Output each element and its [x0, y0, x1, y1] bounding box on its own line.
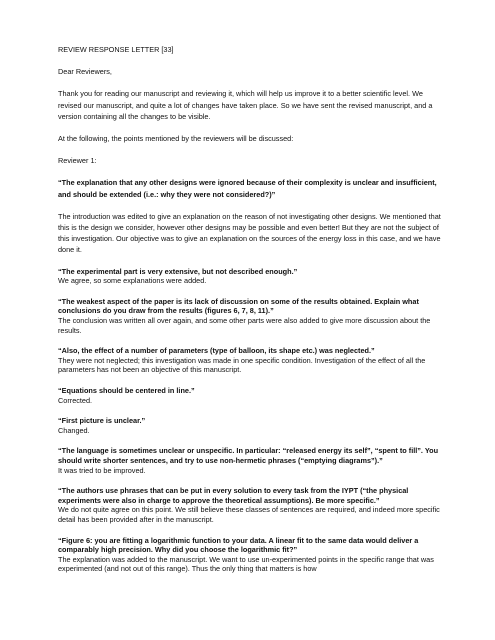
intro-paragraph: Thank you for reading our manuscript and reviewing it, which will help us improve it to a better scientific level. We revised our manuscript, and quite a lot of changes have taken place. So we have sent the revised manuscript, and a version containing all the changes to be visible. [58, 89, 433, 121]
review-comment: “The language is sometimes unclear or unspecific. In particular: “released energy its self”, “spent to fill”. You should write shorter sentences, and try to use non-hermetic phrases (“emptying diagrams”).” [58, 446, 439, 465]
author-response: The explanation was added to the manuscript. We want to use un-experimented points in the specific range that was experimented (and not out of this range). Thus the only thing that matters is how [58, 554, 434, 574]
review-comment: “Figure 6: you are fitting a logarithmic function to your data. A linear fit to the same data would deliver a comparably high precision. Why did you choose the logarithmic fit?” [58, 535, 419, 555]
author-response: Changed. [58, 425, 90, 435]
review-comment: “Also, the effect of a number of parameters (type of balloon, its shape etc.) was neglected.” [58, 346, 375, 356]
review-comment: “The explanation that any other designs were ignored because of their complexity is unclear and insufficient, and should be extended (i.e.: why they were not considered?)” [58, 178, 437, 199]
author-response: They were not neglected; this investigation was made in one specific condition. Investigation of the effect of all the parameters has not been an objective of this manuscript. [58, 355, 426, 375]
review-comment: “The experimental part is very extensive, but not described enough.” [58, 266, 298, 276]
author-response: We agree, so some explanations were added. [58, 276, 207, 286]
document-title: REVIEW RESPONSE LETTER [33] [58, 45, 174, 54]
author-response: Corrected. [58, 395, 93, 405]
lead-paragraph: At the following, the points mentioned by the reviewers will be discussed: [58, 134, 294, 144]
author-response: The introduction was edited to give an explanation on the reason of not investigating other designs. We mentioned that this is the design we consider, however other designs may be possible and even better! But they are not the subject of this investigation. Our objective was to give an explanation on the sources of the energy loss in this case, and we have done it. [58, 211, 441, 255]
review-comment: “The authors use phrases that can be put in every solution to every task from the IYPT (“the physical experiments were also in charge to approve the theoretical assumptions). Be more specific.” [58, 486, 409, 505]
author-response: We do not quite agree on this point. We still believe these classes of sentences are required, and indeed more specific detail has been provided after in the manuscript. [58, 505, 440, 524]
review-comment: “Equations should be centered in line.” [58, 385, 195, 395]
reviewer-heading: Reviewer 1: [58, 156, 97, 166]
author-response: It was tried to be improved. [58, 465, 146, 475]
salutation: Dear Reviewers, [58, 67, 112, 77]
review-comment: “First picture is unclear.” [58, 416, 146, 426]
review-comment: “The weakest aspect of the paper is its lack of discussion on some of the results obtained. Explain what conclusions do you draw from the results (figures 6, 7, 8, 11).” [58, 296, 419, 316]
author-response: The conclusion was written all over again, and some other parts were also added to give more discussion about the results. [58, 316, 431, 335]
